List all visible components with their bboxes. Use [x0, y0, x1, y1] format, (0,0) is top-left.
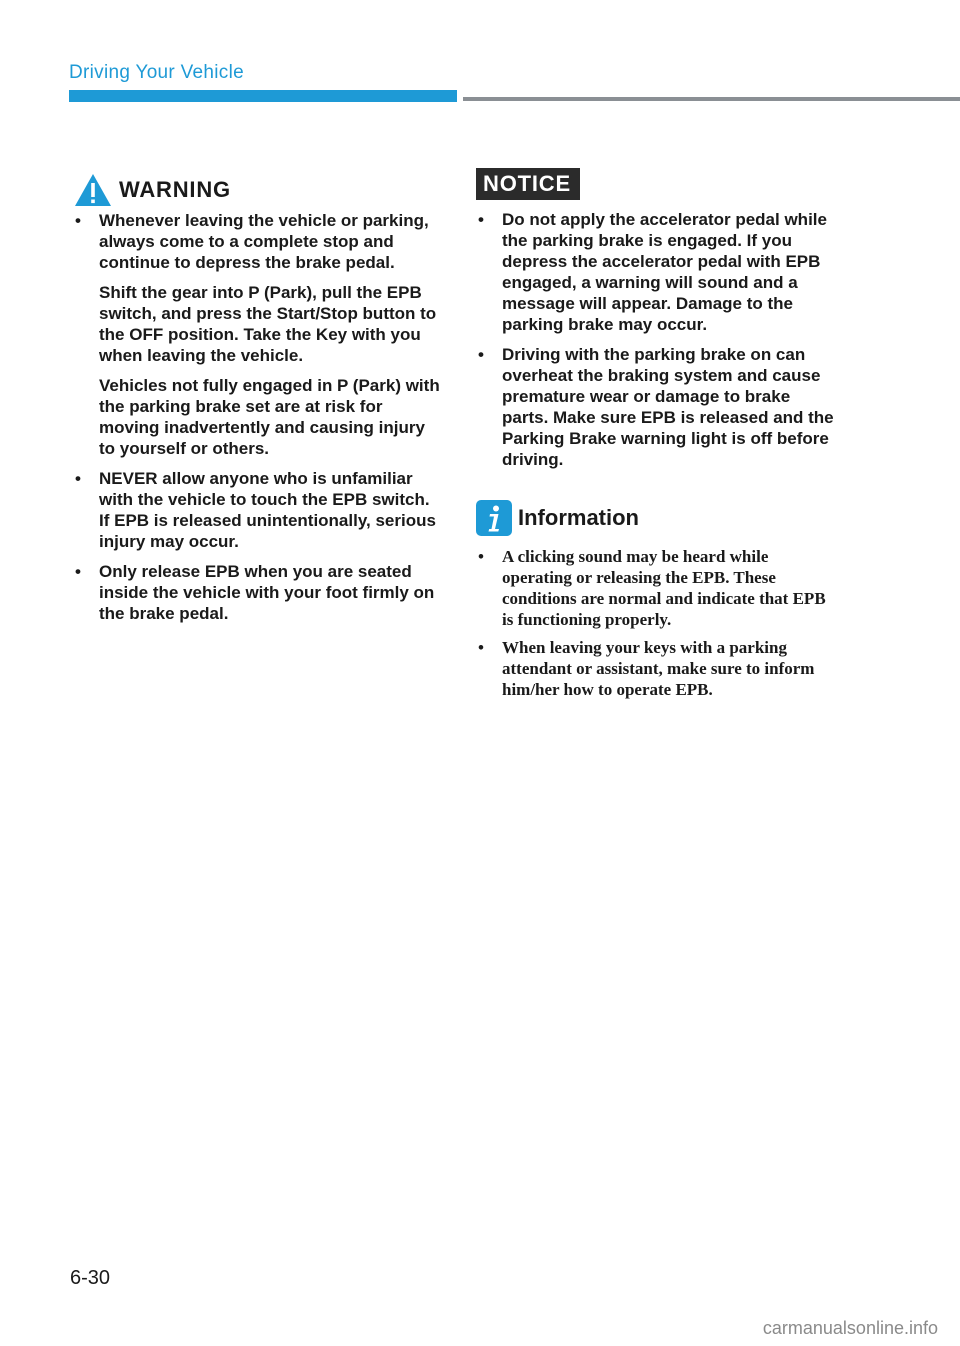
right-column — [476, 168, 840, 707]
warning-header — [73, 170, 441, 210]
warning-list — [73, 210, 441, 624]
warning-paragraph: • Only release EPB when you are seated inside the vehicle with your foot firmly on the brake pedal. — [99, 562, 435, 623]
information-section — [476, 498, 840, 700]
information-header — [476, 498, 840, 538]
information-title: Information — [518, 505, 639, 530]
header-rule-gray — [463, 97, 960, 101]
header-rule-blue — [69, 90, 457, 102]
information-list — [476, 546, 840, 700]
notice-badge: NOTICE — [476, 168, 580, 200]
warning-paragraph: • Whenever leaving the vehicle or parking, always come to a complete stop and continue to depress the brake pedal. — [99, 211, 429, 272]
warning-paragraph: • NEVER allow anyone who is unfamiliar with the vehicle to touch the EPB switch. If EPB is released unintentionally, serious injury may occur. — [99, 469, 436, 551]
warning-paragraph: Vehicles not fully engaged in P (Park) with the parking brake set are at risk for moving inadvertently and causing injury to yourself or others. — [99, 376, 440, 458]
list-item: • Do not apply the accelerator pedal while the parking brake is engaged. If you depress the accelerator pedal with EPB engaged, a warning will sound and a message will appear. Damage to the parking brake may occur. — [476, 209, 840, 335]
list-item — [73, 210, 441, 459]
page-number: 6-30 — [70, 1267, 111, 1289]
info-icon — [476, 500, 512, 536]
list-item — [73, 468, 441, 552]
watermark: carmanualsonline.info — [762, 1318, 938, 1338]
list-item: • When leaving your keys with a parking attendant or assistant, make sure to inform him/her how to operate EPB. — [476, 637, 840, 700]
notice-section — [476, 168, 840, 470]
warning-triangle-icon — [73, 172, 113, 208]
warning-title: WARNING — [119, 177, 231, 202]
notice-list — [476, 209, 840, 470]
list-item: • A clicking sound may be heard while operating or releasing the EPB. These conditions are normal and indicate that EPB is functioning properly. — [476, 546, 840, 630]
header-title: Driving Your Vehicle — [69, 62, 244, 83]
list-item — [73, 561, 441, 624]
warning-paragraph: Shift the gear into P (Park), pull the EPB switch, and press the Start/Stop button to the OFF position. Take the Key with you when leaving the vehicle. — [99, 283, 437, 365]
list-item: • Driving with the parking brake on can overheat the braking system and cause premature wear or damage to brake parts. Make sure EPB is released and the Parking Brake warning light is off before driving. — [476, 344, 840, 470]
warning-section — [73, 170, 441, 633]
